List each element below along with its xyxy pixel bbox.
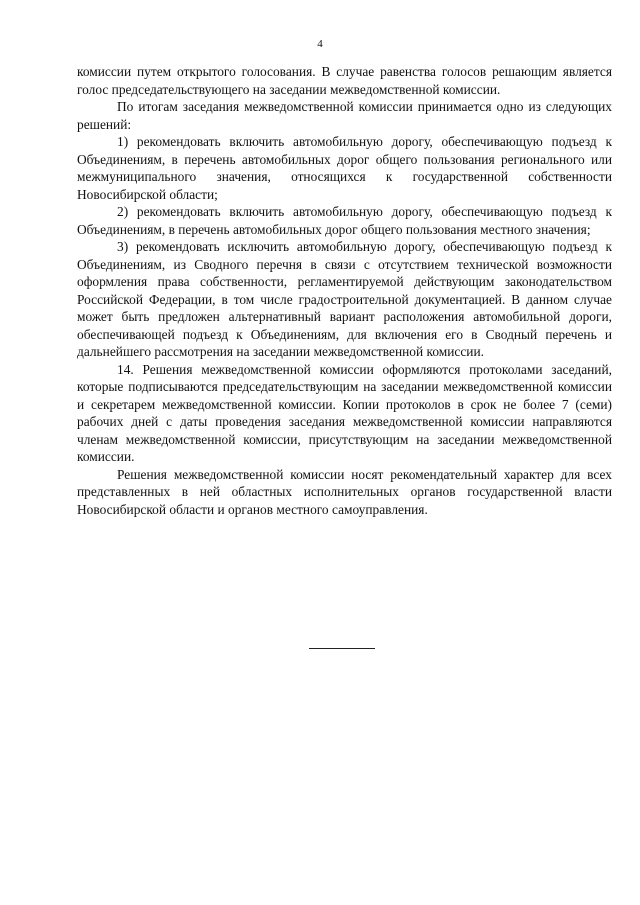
page-number: 4: [317, 38, 323, 50]
paragraph-voting: комиссии путем открытого голосования. В случае равенства голосов решающим является голос председательствующего на заседании межведомственной комиссии.: [77, 64, 612, 97]
paragraph-decision-2: 2) рекомендовать включить автомобильную дорогу, обеспечивающую подъезд к Объединениям, в перечень автомобильных дорог общего пользования местного значения;: [77, 204, 612, 237]
end-separator-line: [309, 648, 375, 649]
document-body: [77, 63, 612, 518]
paragraph-decisions-intro: По итогам заседания межведомственной комиссии принимается одно из следующих решений:: [77, 99, 612, 132]
paragraph-item-14: 14. Решения межведомственной комиссии оформляются протоколами заседаний, которые подписываются председательствующим на заседании межведомственной комиссии и секретарем межведомственной комиссии. Копии протоколов в срок не более 7 (семи) рабочих дней с даты проведения заседания межведомственной комиссии направляются членам межведомственной комиссии, присутствующим на заседании межведомственной комиссии.: [77, 361, 612, 464]
paragraph-decision-1: 1) рекомендовать включить автомобильную дорогу, обеспечивающую подъезд к Объединениям, в перечень автомобильных дорог общего пользования регионального или межмуниципального значения, относящихся к государственной собственности Новосибирской области;: [77, 134, 612, 202]
paragraph-decision-3: 3) рекомендовать исключить автомобильную дорогу, обеспечивающую подъезд к Объединениям, из Сводного перечня в связи с отсутствием технической возможности оформления права собственности, регламентируемой действующим законодательством Российской Федерации, в том числе градостроительной документацией. В данном случае может быть предложен альтернативный вариант расположения автомобильной дороги, обеспечивающей подъезд к Объединениям, для включения его в Сводный перечень и дальнейшего рассмотрения на заседании межведомственной комиссии.: [77, 239, 612, 359]
paragraph-recommendation: Решения межведомственной комиссии носят рекомендательный характер для всех представленных в ней областных исполнительных органов государственной власти Новосибирской области и органов местного самоуправления.: [77, 466, 612, 517]
